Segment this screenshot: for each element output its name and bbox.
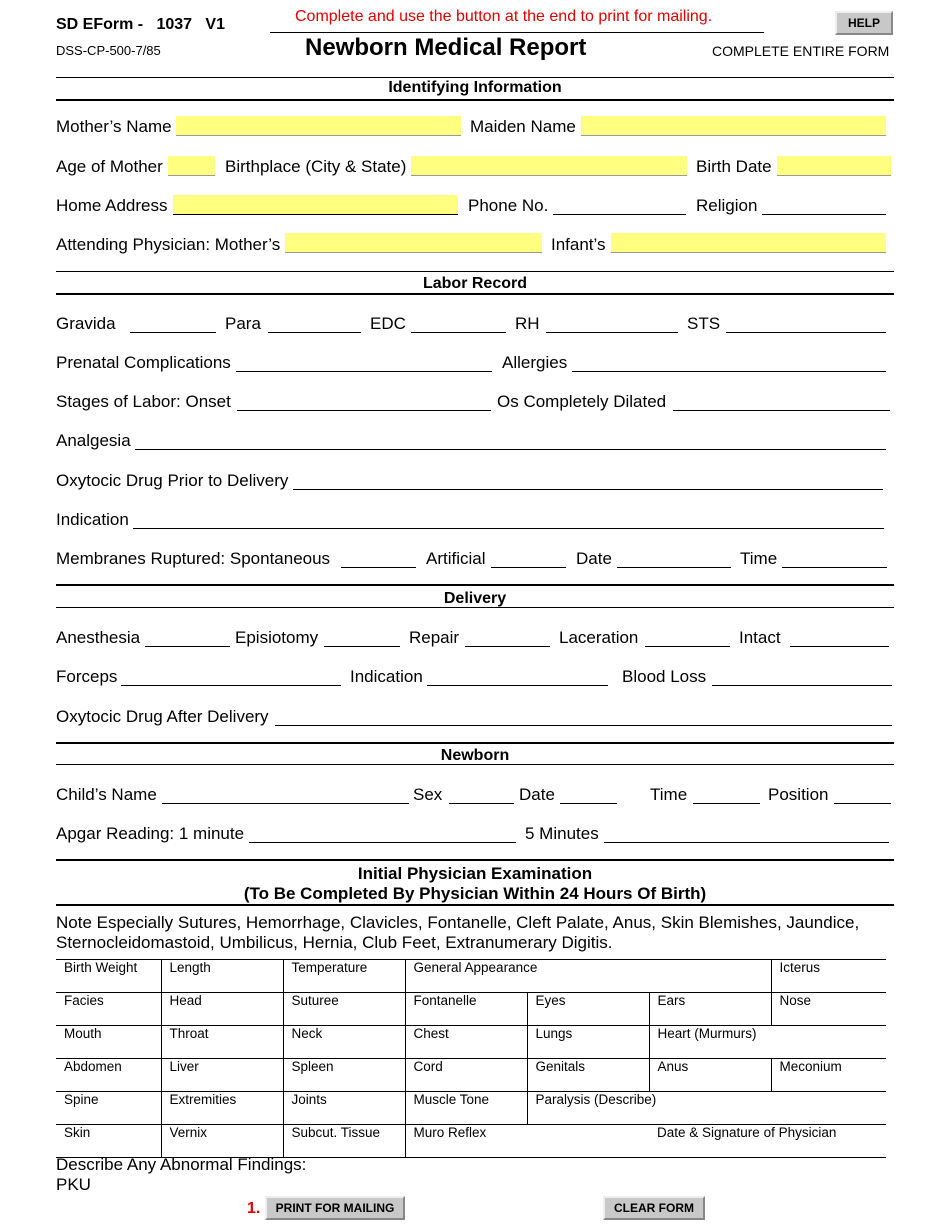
exam-table <box>56 959 886 1158</box>
edc-input[interactable] <box>411 315 506 333</box>
apgar-1min-input[interactable] <box>249 825 516 843</box>
header-divider <box>270 32 764 33</box>
birth-date-label: Birth Date <box>696 157 772 176</box>
clear-form-button[interactable]: CLEAR FORM <box>603 1196 705 1220</box>
intact-label: Intact <box>739 628 781 647</box>
exam-cell[interactable]: Throat <box>161 1026 283 1059</box>
home-address-label: Home Address <box>56 196 168 215</box>
oxytocic-after-label: Oxytocic Drug After Delivery <box>56 707 269 726</box>
episiotomy-label: Episiotomy <box>235 628 319 647</box>
exam-cell[interactable]: Anus <box>649 1059 771 1092</box>
analgesia-label: Analgesia <box>56 431 131 450</box>
sex-label: Sex <box>413 785 443 804</box>
mothers-name-input[interactable] <box>176 116 461 136</box>
para-label: Para <box>225 314 261 333</box>
exam-cell[interactable]: Mouth <box>56 1026 161 1059</box>
section-divider <box>56 584 894 586</box>
para-input[interactable] <box>268 315 361 333</box>
section-divider <box>56 293 894 295</box>
form-code: DSS-CP-500-7/85 <box>56 43 161 58</box>
maiden-name-label: Maiden Name <box>470 117 576 136</box>
form-id: SD EForm - 1037 V1 <box>56 16 225 33</box>
episiotomy-input[interactable] <box>324 629 400 647</box>
spontaneous-input[interactable] <box>341 550 416 568</box>
exam-cell[interactable]: Muscle Tone <box>405 1092 527 1125</box>
table-row <box>56 1059 886 1092</box>
exam-cell[interactable]: Lungs <box>527 1026 649 1059</box>
exam-cell[interactable]: Meconium <box>771 1059 886 1092</box>
print-for-mailing-button[interactable]: PRINT FOR MAILING <box>265 1196 405 1220</box>
delivery-indication-input[interactable] <box>427 668 608 686</box>
oxytocic-after-input[interactable] <box>275 708 892 726</box>
rh-label: RH <box>515 314 540 333</box>
membranes-label: Membranes Ruptured: Spontaneous <box>56 549 331 568</box>
stages-onset-input[interactable] <box>237 393 491 411</box>
forceps-label: Forceps <box>56 667 118 686</box>
exam-cell[interactable]: Nose <box>771 993 886 1026</box>
os-dilated-label: Os Completely Dilated <box>497 392 667 411</box>
section-divider <box>56 859 894 861</box>
exam-cell[interactable]: Neck <box>283 1026 405 1059</box>
allergies-input[interactable] <box>572 354 886 372</box>
rh-input[interactable] <box>546 315 678 333</box>
sts-input[interactable] <box>726 315 886 333</box>
table-row <box>56 1125 886 1158</box>
analgesia-input[interactable] <box>135 432 886 450</box>
exam-cell[interactable]: Chest <box>405 1026 527 1059</box>
position-input[interactable] <box>834 786 891 804</box>
stages-onset-label: Stages of Labor: Onset <box>56 392 231 411</box>
step-number: 1. <box>247 1200 261 1217</box>
sex-input[interactable] <box>449 786 514 804</box>
table-row <box>56 1092 886 1125</box>
birthplace-input[interactable] <box>411 156 687 176</box>
help-button[interactable]: HELP <box>835 11 893 35</box>
prenatal-label: Prenatal Complications <box>56 353 231 372</box>
exam-cell[interactable]: General Appearance <box>405 960 771 993</box>
prenatal-input[interactable] <box>236 354 492 372</box>
physician-signature-cell[interactable]: Date & Signature of Physician <box>649 1125 886 1158</box>
abnormal-findings-label: Describe Any Abnormal Findings: <box>56 1155 307 1174</box>
section-divider <box>56 99 894 101</box>
table-row <box>56 960 886 993</box>
exam-cell[interactable]: Temperature <box>283 960 405 993</box>
exam-cell[interactable]: Genitals <box>527 1059 649 1092</box>
indication-input[interactable] <box>133 511 884 529</box>
exam-note: Note Especially Sutures, Hemorrhage, Clavicles, Fontanelle, Cleft Palate, Anus, Skin Blemishes, Jaundice, Sternocleidomastoid, Umbilicus, Hernia, Club Feet, Extranumerary Digitis. <box>56 913 860 952</box>
rupture-time-input[interactable] <box>782 550 887 568</box>
section-divider <box>56 607 894 608</box>
exam-cell[interactable]: Paralysis (Describe) <box>527 1092 886 1125</box>
phone-input[interactable] <box>553 197 686 215</box>
exam-cell[interactable]: Vernix <box>161 1125 283 1158</box>
section-title-delivery: Delivery <box>443 590 507 607</box>
anesthesia-input[interactable] <box>145 629 230 647</box>
section-title-labor: Labor Record <box>422 275 527 292</box>
section-divider <box>56 764 894 765</box>
laceration-label: Laceration <box>559 628 639 647</box>
newborn-date-input[interactable] <box>560 786 617 804</box>
exam-cell[interactable]: Suturee <box>283 993 405 1026</box>
exam-cell[interactable]: Liver <box>161 1059 283 1092</box>
gravida-label: Gravida <box>56 314 116 333</box>
apgar-label: Apgar Reading: 1 minute <box>56 824 245 843</box>
birthplace-label: Birthplace (City & State) <box>225 157 407 176</box>
print-instruction: Complete and use the button at the end to print for mailing. <box>295 8 713 25</box>
delivery-indication-label: Indication <box>350 667 423 686</box>
pku-label: PKU <box>56 1175 91 1194</box>
apgar-5min-label: 5 Minutes <box>525 824 599 843</box>
age-of-mother-label: Age of Mother <box>56 157 163 176</box>
table-row <box>56 1026 886 1059</box>
complete-note: COMPLETE ENTIRE FORM <box>712 43 890 59</box>
exam-cell[interactable]: Cord <box>405 1059 527 1092</box>
edc-label: EDC <box>370 314 406 333</box>
allergies-label: Allergies <box>502 353 568 372</box>
rupture-date-label: Date <box>576 549 612 568</box>
oxytocic-prior-input[interactable] <box>293 472 883 490</box>
birth-date-input[interactable] <box>777 156 891 176</box>
oxytocic-prior-label: Oxytocic Drug Prior to Delivery <box>56 471 289 490</box>
indication-label: Indication <box>56 510 129 529</box>
section-divider <box>56 904 894 906</box>
exam-cell[interactable]: Birth Weight <box>56 960 161 993</box>
section-divider <box>56 77 894 78</box>
exam-cell[interactable]: Spine <box>56 1092 161 1125</box>
religion-label: Religion <box>696 196 758 215</box>
exam-cell[interactable]: Length <box>161 960 283 993</box>
childs-name-input[interactable] <box>162 786 409 804</box>
artificial-input[interactable] <box>491 550 566 568</box>
newborn-time-input[interactable] <box>693 786 760 804</box>
age-of-mother-input[interactable] <box>168 156 215 176</box>
exam-title: Initial Physician Examination <box>357 864 593 883</box>
rupture-date-input[interactable] <box>617 550 731 568</box>
forceps-input[interactable] <box>121 668 341 686</box>
attending-mother-label: Attending Physician: Mother’s <box>56 235 281 254</box>
exam-cell[interactable]: Heart (Murmurs) <box>649 1026 886 1059</box>
exam-cell[interactable]: Head <box>161 993 283 1026</box>
intact-input[interactable] <box>790 629 889 647</box>
blood-loss-input[interactable] <box>712 668 892 686</box>
infants-physician-input[interactable] <box>611 233 886 253</box>
phone-label: Phone No. <box>468 196 549 215</box>
section-divider <box>56 742 894 744</box>
blood-loss-label: Blood Loss <box>622 667 707 686</box>
exam-cell[interactable]: Extremities <box>161 1092 283 1125</box>
exam-cell[interactable]: Spleen <box>283 1059 405 1092</box>
home-address-input[interactable] <box>173 195 458 215</box>
page-title: Newborn Medical Report <box>305 34 587 61</box>
exam-cell[interactable]: Muro Reflex <box>405 1125 649 1158</box>
sts-label: STS <box>687 314 721 333</box>
exam-cell[interactable]: Facies <box>56 993 161 1026</box>
mothers-name-label: Mother’s Name <box>56 117 172 136</box>
newborn-time-label: Time <box>650 785 688 804</box>
section-title-identifying: Identifying Information <box>388 79 562 96</box>
apgar-5min-input[interactable] <box>604 825 889 843</box>
exam-cell[interactable]: Icterus <box>771 960 886 993</box>
section-divider <box>56 271 894 272</box>
newborn-date-label: Date <box>519 785 555 804</box>
position-label: Position <box>768 785 829 804</box>
exam-cell[interactable]: Joints <box>283 1092 405 1125</box>
exam-cell[interactable]: Skin <box>56 1125 161 1158</box>
exam-cell[interactable]: Abdomen <box>56 1059 161 1092</box>
exam-cell[interactable]: Subcut. Tissue <box>283 1125 405 1158</box>
religion-input[interactable] <box>762 197 886 215</box>
os-dilated-input[interactable] <box>673 393 890 411</box>
exam-subtitle: (To Be Completed By Physician Within 24 Hours Of Birth) <box>243 884 707 903</box>
gravida-input[interactable] <box>130 315 216 333</box>
rupture-time-label: Time <box>740 549 778 568</box>
exam-cell[interactable]: Eyes <box>527 993 649 1026</box>
anesthesia-label: Anesthesia <box>56 628 141 647</box>
exam-cell[interactable]: Fontanelle <box>405 993 527 1026</box>
exam-cell[interactable]: Ears <box>649 993 771 1026</box>
laceration-input[interactable] <box>645 629 730 647</box>
repair-label: Repair <box>409 628 460 647</box>
table-row <box>56 993 886 1026</box>
childs-name-label: Child’s Name <box>56 785 157 804</box>
maiden-name-input[interactable] <box>581 116 886 136</box>
repair-input[interactable] <box>465 629 550 647</box>
attending-mother-input[interactable] <box>285 233 542 253</box>
artificial-label: Artificial <box>426 549 486 568</box>
infants-physician-label: Infant’s <box>551 235 606 254</box>
section-title-newborn: Newborn <box>440 747 510 764</box>
